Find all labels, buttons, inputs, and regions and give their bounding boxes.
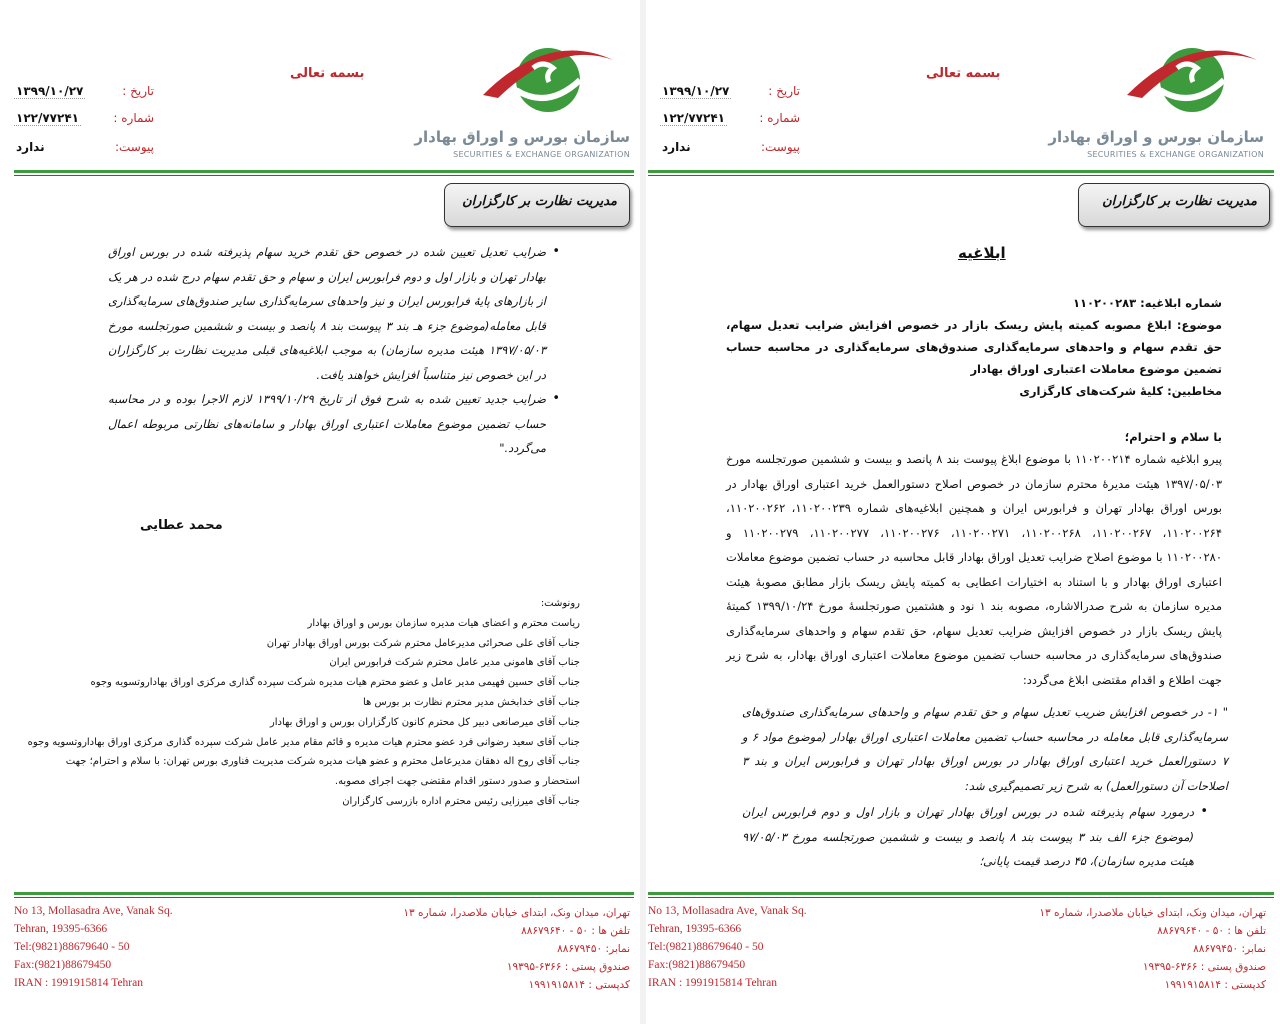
footer-en-line: Fax:(9821)88679450 — [648, 959, 746, 971]
attachment-label: پیوست: — [114, 140, 154, 154]
footer-fa-line: کدپستی : ۱۹۹۱۹۱۵۸۱۴ — [528, 979, 630, 991]
notice-paragraph: پیرو ابلاغیه شماره ۱۱۰۲۰۰۲۱۴ با موضوع ابلاغ پیوست بند ۸ پانصد و بیست و ششمین صورتجلسه مورخ ۱۳۹۷/۰۵/۰۳ هیئت مدیرهٔ محترم سازمان در خصوص اصلاح دستورالعمل خرید اعتباری اوراق بهادار در بورس اوراق بهادار تهران و فرابورس ایران و همچنین ابلاغیه‌های شماره ۱۱۰۲۰۰۲۳۹، ۱۱۰۲۰۰۲۶۲، ۱۱۰۲۰۰۲۶۴، ۱۱۰۲۰۰۲۶۷، ۱۱۰۲۰۰۲۶۸، ۱۱۰۲۰۰۲۷۱، ۱۱۰۲۰۰۲۷۶، ۱۱۰۲۰۰۲۷۷، ۱۱۰۲۰۰۲۷۹ و ۱۱۰۲۰۰۲۸۰ با موضوع اصلاح ضرایب تعدیل اوراق بهادار قابل محاسبه در حساب تضمین موضوع معاملات اعتباری اوراق بهادار و با استناد به اختیارات اعطایی به کمیته پایش ریسک بازار مطابق مصوبهٔ هیئت مدیره سازمان به شرح صدرالاشاره، مصوبه بند ۱ نود و هشتمین صورتجلسهٔ مورخ ۱۳۹۹/۱۰/۲۴ کمیتهٔ پایش ریسک بازار در خصوص افزایش ضرایب تعدیل سهام، حق تقدم سهام و واحدهای سرمایه‌گذاری صندوق‌های سرمایه‌گذاری در محاسبه حساب تضمین موضوع معاملات اعتباری اوراق بهادار، به شرح زیر جهت اطلاع و اقدام مقتضی ابلاغ می‌گردد: — [726, 452, 1222, 687]
org-name-en: SECURITIES & EXCHANGE ORGANIZATION — [453, 150, 630, 159]
number-row — [14, 111, 154, 131]
footer-en-line: IRAN : 1991915814 Tehran — [14, 977, 143, 989]
adjustment-bullet-1: • ضرایب تعدیل تعیین شده در خصوص حق تقدم خرید سهام پذیرفته شده در بورس اوراق بهادار تهران و بازار اول و دوم فرابورس ایران و سهام و حق تقدم سهام درج شده در هر یک از بازارهای پایهٔ فرابورس ایران و نیز واحدهای سرمایه‌گذاری سایر صندوق‌های سرمایه‌گذاری قابل معامله(موضوع جزء هـ بند ۳ پیوست بند ۸ پانصد و بیست و ششمین صورتجلسه مورخ ۱۳۹۷/۰۵/۰۳ هیئت مدیره سازمان) به موجب ابلاغیه‌های قبلی مدیریت نظارت بر کارگزاران در این خصوص نیز متناسباً افزایش خواهند یافت. — [108, 240, 560, 387]
bismillah-text: بسمه تعالی — [290, 66, 365, 81]
stock-coefficient-bullet: • درمورد سهام پذیرفته شده در بورس اوراق بهادار تهران و بازار اول و دوم فرابورس ایران (موضوع جزء الف بند ۳ پیوست بند ۸ پانصد و بیست و ششمین صورتجلسه مورخ ۹۷/۰۵/۰۳ هیئت مدیره سازمان)، ۴۵ درصد قیمت پایانی؛ — [742, 800, 1208, 874]
cc-item: جناب آقای سعید رضوانی فرد عضو محترم هیات مدیره و قائم مقام مدیر عامل شرکت سپرده گذاری مرکزی اوراق بهاداروتسویه وجوه — [27, 736, 580, 748]
clause-1: " ۱- در خصوص افزایش ضریب تعدیل سهام و حق تقدم سهام و واحدهای سرمایه‌گذاری صندوق‌های سرمایه‌گذاری قابل معامله در محاسبه حساب تضمین معاملات اعتباری اوراق بهادار (موضوع مواد ۶ و ۷ دستورالعمل خرید اعتباری اوراق بهادار در بورس اوراق بهادار تهران و فرابورس ایران و بند ۳ اصلاحات آن دستورالعمل) به شرح زیر تصمیم‌گیری شد: — [742, 705, 1229, 793]
footer-fa-line: تلفن ها : ۵۰ - ۸۸۶۷۹۶۴۰ — [521, 925, 630, 937]
footer-fa-line: تلفن ها : ۵۰ - ۸۸۶۷۹۶۴۰ — [1157, 925, 1266, 937]
footer-fa-line: نمابر: ۸۸۶۷۹۴۵۰ — [1193, 943, 1266, 955]
footer-rule-red — [14, 897, 634, 898]
footer-address-en — [14, 902, 173, 992]
sec-logo-icon — [478, 40, 618, 120]
notice-number: شماره ابلاغیه: ۱۱۰۲۰۰۲۸۳ — [1072, 296, 1222, 310]
attachment-row — [660, 140, 800, 160]
signer-name: محمد عطایی — [140, 518, 223, 533]
header-rule-red — [14, 175, 634, 176]
department-box: مدیریت نظارت بر کارگزاران — [1078, 183, 1270, 227]
cc-item: جناب آقای خدابخش مدیر محترم نظارت بر بورس ها — [362, 696, 580, 708]
date-label: تاریخ : — [768, 84, 800, 98]
footer-en-line: Fax:(9821)88679450 — [14, 959, 112, 971]
cc-item: جناب آقای میرزایی رئیس محترم اداره بازرسی کارگزاران — [342, 795, 580, 807]
bismillah-text: بسمه تعالی — [926, 66, 1001, 81]
attachment-row — [14, 140, 154, 160]
footer-fa-line: کدپستی : ۱۹۹۱۹۱۵۸۱۴ — [1164, 979, 1266, 991]
footer-en-line: Tehran, 19395-6366 — [648, 923, 742, 935]
cc-item: جناب آقای هامونی مدیر عامل محترم شرکت فرابورس ایران — [329, 657, 580, 669]
header-rule-green — [648, 170, 1274, 173]
cc-item: جناب آقای میرصانعی دبیر کل محترم کانون کارگزاران بورس و اوراق بهادار — [269, 716, 580, 728]
footer-rule-red — [648, 897, 1274, 898]
footer-en-line: Tehran, 19395-6366 — [14, 923, 108, 935]
greeting: با سلام و احترام؛ — [1124, 430, 1222, 444]
letter-page-1 — [646, 0, 1280, 1024]
department-box: مدیریت نظارت بر کارگزاران — [444, 183, 630, 227]
footer-en-line: IRAN : 1991915814 Tehran — [648, 977, 777, 989]
header-rule-green — [14, 170, 634, 173]
footer-address-fa — [403, 904, 630, 994]
cc-list — [27, 594, 580, 812]
date-value: ۱۳۹۹/۱۰/۲۷ — [16, 84, 84, 98]
number-value: ۱۲۲/۷۷۲۴۱ — [662, 111, 725, 125]
notice-audience: مخاطبین: کلیهٔ شرکت‌های کارگزاری — [1019, 384, 1222, 398]
number-label: شماره : — [759, 111, 800, 125]
adjustment-bullet-2: • ضرایب جدید تعیین شده به شرح فوق از تاریخ ۱۳۹۹/۱۰/۲۹ لازم الاجرا بوده و در محاسبه حساب تضمین موضوع معاملات اعتباری اوراق بهادار و سامانه‌های نظارتی مربوطه اعمال می‌گردد." — [108, 387, 560, 461]
date-value: ۱۳۹۹/۱۰/۲۷ — [662, 84, 730, 98]
number-row — [660, 111, 800, 131]
notice-subject: موضوع: ابلاغ مصوبه کمیته پایش ریسک بازار در خصوص افزایش ضرایب تعدیل سهام، حق تقدم سهام و واحدهای سرمایه‌گذاری صندوق‌های سرمایه‌گذاری در محاسبه حساب تضمین موضوع معاملات اعتباری اوراق بهادار — [726, 318, 1222, 376]
notice-header-block — [726, 292, 1222, 402]
cc-title: رونوشت: — [540, 598, 580, 609]
date-row — [14, 84, 154, 104]
footer-address-en — [648, 902, 807, 992]
number-value: ۱۲۲/۷۷۲۴۱ — [16, 111, 79, 125]
footer-address-fa — [1039, 904, 1266, 994]
header-rule-red — [648, 175, 1274, 176]
cc-item: جناب آقای روح اله دهقان مدیرعامل محترم و عضو هیات مدیره شرکت مدیریت فناوری بورس تهران: با سلام و احترام؛ جهت — [65, 756, 580, 768]
cc-item: جناب آقای علی صحرائی مدیرعامل محترم شرکت بورس اوراق بهادار تهران — [266, 637, 580, 649]
footer-en-line: No 13, Mollasadra Ave, Vanak Sq. — [14, 905, 173, 917]
footer-fa-line: صندوق پستی : ۶۳۶۶-۱۹۳۹۵ — [1142, 961, 1266, 973]
footer-en-line: Tel:(9821)88679640 - 50 — [14, 941, 130, 953]
footer-fa-line: تهران، میدان ونک، ابتدای خیابان ملاصدرا، شماره ۱۳ — [403, 907, 630, 919]
org-name-fa: سازمان بورس و اوراق بهادار — [1048, 128, 1264, 146]
attachment-value: ندارد — [662, 140, 691, 154]
org-name-fa: سازمان بورس و اوراق بهادار — [414, 128, 630, 146]
date-label: تاریخ : — [122, 84, 154, 98]
footer-fa-line: صندوق پستی : ۶۳۶۶-۱۹۳۹۵ — [506, 961, 630, 973]
footer-en-line: No 13, Mollasadra Ave, Vanak Sq. — [648, 905, 807, 917]
footer-rule-green — [648, 892, 1274, 895]
sec-logo-icon — [1122, 40, 1262, 120]
attachment-label: پیوست: — [760, 140, 800, 154]
footer-rule-green — [14, 892, 634, 895]
footer-fa-line: نمابر: ۸۸۶۷۹۴۵۰ — [557, 943, 630, 955]
org-name-en: SECURITIES & EXCHANGE ORGANIZATION — [1087, 150, 1264, 159]
footer-en-line: Tel:(9821)88679640 - 50 — [648, 941, 764, 953]
cc-item: ریاست محترم و اعضای هیات مدیره سازمان بورس و اوراق بهادار — [307, 617, 580, 629]
number-label: شماره : — [113, 111, 154, 125]
footer-fa-line: تهران، میدان ونک، ابتدای خیابان ملاصدرا، شماره ۱۳ — [1039, 907, 1266, 919]
clause-1-bullets — [742, 800, 1208, 874]
cc-item: استحضار و صدور دستور اقدام مقتضی جهت اجرای مصوبه. — [334, 776, 580, 788]
date-row — [660, 84, 800, 104]
cc-item: جناب آقای حسین فهیمی مدیر عامل و عضو محترم هیات مدیره شرکت سپرده گذاری مرکزی اوراق بهاداروتسویه وجوه — [90, 677, 580, 689]
notice-title: ابلاغیه — [958, 244, 1006, 262]
left-body — [108, 240, 560, 461]
attachment-value: ندارد — [16, 140, 45, 154]
